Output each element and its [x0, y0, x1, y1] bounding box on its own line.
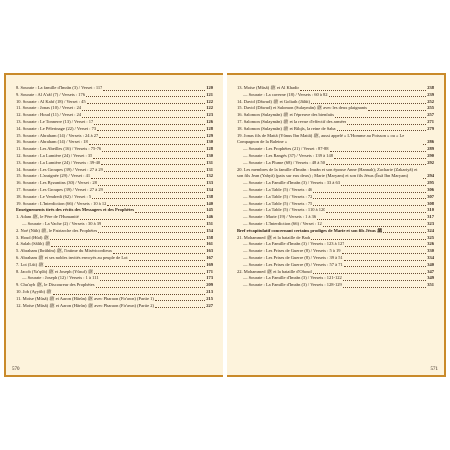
toc-entry-page: 349	[427, 275, 434, 281]
toc-entry	[16, 214, 213, 221]
toc-entry-page: 122	[206, 105, 213, 111]
dot-leader	[102, 226, 205, 227]
dot-leader	[87, 103, 206, 104]
toc-entry-title: 12. Moïse (Mûsâ) ﷺ et Aaron (Hârûn) ﷺ avec Pharaon (Fir'awn) (Partie 2)	[16, 302, 155, 308]
dot-leader	[91, 178, 205, 179]
dot-leader	[342, 253, 427, 254]
toc-entry-title: 11. Sourate : Les Abeilles (16) / Versets : 75-76	[16, 146, 102, 152]
toc-entry	[16, 99, 213, 106]
dot-leader	[98, 185, 205, 186]
dot-leader	[313, 198, 426, 199]
dot-leader	[94, 273, 205, 274]
dot-leader	[326, 164, 426, 165]
toc-entry	[16, 173, 213, 180]
toc-entry	[16, 105, 213, 112]
toc-entry-page: 308	[427, 200, 434, 206]
toc-entry-title: — Sourate : La Table (5) / Versets : 72	[243, 193, 313, 199]
toc-entry-page: 131	[206, 159, 213, 165]
toc-entry	[16, 235, 213, 242]
toc-entry	[16, 160, 213, 167]
toc-entry-page: 215	[206, 295, 213, 301]
book-spread	[4, 73, 446, 377]
toc-entry	[237, 160, 434, 167]
toc-entry-title: 19. Sourate : L'Interdiction (66) / Versets : 10 à 12	[16, 200, 107, 206]
dot-leader	[53, 294, 206, 295]
toc-entry	[16, 289, 213, 296]
dot-leader	[129, 260, 206, 261]
toc-entry-page: 340	[427, 261, 434, 267]
toc-entry-title: 22. Mohammed ﷺ et la bataille d'Ohoud	[237, 268, 312, 274]
toc-entry-page: 130	[206, 139, 213, 145]
toc-entry	[237, 235, 434, 242]
toc-entry-page: 163	[206, 248, 213, 254]
dot-leader	[345, 246, 426, 247]
toc-entry-page: 323	[427, 220, 434, 226]
toc-entry-page: 161	[206, 241, 213, 247]
dot-leader	[86, 96, 205, 97]
toc-entry-page: 132	[206, 173, 213, 179]
toc-entry-title: 14. Sourate : Le Pèlerinage (22) / Verset : 73	[16, 125, 97, 131]
dot-leader	[313, 205, 426, 206]
toc-entry	[16, 194, 213, 201]
toc-entry-page: 334	[427, 254, 434, 260]
toc-entry-page: 213	[206, 288, 213, 294]
dot-leader	[107, 205, 205, 206]
toc-entry	[16, 187, 213, 194]
toc-entry-title: 10. Job (Ayyûb) ﷺ	[16, 288, 52, 294]
toc-entry	[16, 248, 213, 255]
toc-entry	[237, 269, 434, 276]
toc-entry-title: 12. Sourate : Houd (11) / Verset : 24	[16, 112, 82, 118]
toc-entry	[237, 282, 434, 289]
toc-entry-page: 257	[427, 112, 434, 118]
toc-entry-page: 290	[427, 152, 434, 158]
toc-entry-title: 7. Lot (Lût) ﷺ	[16, 261, 44, 267]
dot-leader	[368, 110, 426, 111]
toc-entry	[16, 146, 213, 153]
toc-entry	[16, 282, 213, 289]
toc-entry-title: 3. Houd (Hûd) ﷺ	[16, 234, 49, 240]
toc-entry-title: 15. Sourate : Abraham (14) / Versets : 24 à 27	[16, 132, 99, 138]
toc-entry	[237, 105, 434, 112]
toc-entry	[237, 221, 434, 228]
toc-entry-title: 14. David (Dâwud) ﷺ et Goliath (Jâlût)	[237, 98, 311, 104]
toc-entry	[16, 241, 213, 248]
dot-leader	[344, 260, 426, 261]
dot-leader	[155, 300, 205, 301]
toc-section-heading	[237, 228, 434, 235]
toc-entry-page: 134	[206, 186, 213, 192]
toc-entry	[237, 85, 434, 92]
toc-entry-title: 16. Salomon (Sulaymân) ﷺ et l'épreuve des bienfaits	[237, 112, 334, 118]
toc-entry-title: 10. Sourate : Al Kahf (18) / Verset : 45	[16, 98, 86, 104]
dot-leader	[97, 130, 205, 131]
dot-leader	[155, 307, 205, 308]
toc-entry	[16, 133, 213, 140]
toc-entry	[16, 269, 213, 276]
toc-entry-title: — Sourate : La Famille d'Imrân (3) / Versets : 128-129	[243, 282, 342, 288]
toc-entry-page: 120	[206, 85, 213, 90]
toc-entry-title: 15. David (Dâwud) et Salomon (Sulaymân) ﷺ avec les deux plaignants	[237, 105, 368, 111]
dot-leader	[82, 110, 205, 111]
toc-entry-title: — Sourate : La Table (5) / Versets : 110 à 120	[243, 207, 326, 213]
dot-leader	[98, 232, 205, 233]
toc-entry-page: 133	[206, 180, 213, 186]
toc-entry	[16, 180, 213, 187]
toc-entry-page: 122	[206, 98, 213, 104]
dot-leader	[341, 185, 426, 186]
toc-entry-title: 5. Abraham (Ibrâhîm) ﷺ, l'intime du Miséricordieux	[16, 248, 112, 254]
dot-leader	[100, 280, 206, 281]
dot-leader	[317, 219, 426, 220]
toc-entry	[16, 201, 213, 208]
toc-entry-title: 11. Sourate : Jonas (10) / Verset : 24	[16, 105, 82, 111]
toc-entry	[237, 126, 434, 133]
toc-entry-title: — Sourate : La Famille d'Imrân (3) / Versets : 33 à 63	[243, 180, 340, 186]
dot-leader	[300, 90, 426, 91]
toc-entry	[237, 112, 434, 119]
toc-entry-title: — Sourate : Les Prises de Guerre (8) / Versets : 5 à 19	[243, 248, 341, 254]
dot-leader	[135, 212, 205, 213]
dot-leader	[113, 253, 205, 254]
toc-entry-title: 4. Salah (Sâlih) ﷺ	[16, 241, 51, 247]
toc-entry-page: 292	[427, 159, 434, 165]
toc-entry-title: 9. Sourate : Al A'râf (7) / Versets : 176	[16, 91, 85, 97]
dot-leader	[82, 117, 205, 118]
toc-entry	[16, 112, 213, 119]
dot-leader	[313, 273, 427, 274]
dot-leader	[104, 171, 205, 172]
toc-entry	[237, 275, 434, 282]
toc-entry	[237, 180, 434, 187]
toc-entry	[237, 248, 434, 255]
toc-entry	[16, 296, 213, 303]
toc-entry-title: — Sourate : Joseph (12) / Versets : 1 à 111	[22, 275, 99, 281]
dot-leader	[423, 144, 426, 145]
toc-entry-page: 289	[427, 146, 434, 152]
toc-entry	[16, 153, 213, 160]
toc-entry-page: 252	[427, 98, 434, 104]
toc-entry-title: 13. Sourate : Le Tonnerre (13) / Verset : 17	[16, 118, 94, 124]
toc-entry-title: — Sourate : La Table (5) / Versets : 75	[243, 200, 313, 206]
toc-entry-title: — Sourate : La Plume (68) / Versets : 48 à 50	[243, 159, 326, 165]
dot-leader	[101, 164, 205, 165]
toc-entry-page: 324	[427, 227, 434, 233]
toc-entry-page: 154	[206, 227, 213, 233]
toc-entry-title: 13. Moïse (Mûsâ) ﷺ et Al Khadir	[237, 85, 300, 90]
toc-entry-page: 129	[206, 132, 213, 138]
toc-entry-page: 286	[427, 139, 434, 145]
toc-entry-page: 128	[206, 146, 213, 152]
toc-section-heading	[16, 207, 213, 214]
toc-entry-page: 317	[427, 214, 434, 220]
toc-entry-title: — Sourate : Marie (19) / Versets : 1 à 36	[243, 214, 317, 220]
toc-entry-title: 8. Sourate : La famille d'Imrân (3) / Verset : 117	[16, 85, 103, 90]
dot-leader	[343, 287, 427, 288]
dot-leader	[93, 158, 205, 159]
toc-entry-page: 167	[206, 254, 213, 260]
toc-entry-page: 306	[427, 186, 434, 192]
toc-entry-page: 131	[206, 166, 213, 172]
toc-entry-page: 138	[206, 193, 213, 199]
toc-entry-page: 310	[427, 207, 434, 213]
toc-entry-title: Bref récapitulatif concernant certains prodiges de Marie et son fils Jésus ﷺ	[237, 227, 383, 233]
toc-entry	[16, 303, 213, 310]
dot-leader	[313, 192, 426, 193]
dot-leader	[50, 239, 205, 240]
toc-entry-page: 123	[206, 112, 213, 118]
toc-entry-page: 126	[206, 118, 213, 124]
dot-leader	[92, 198, 205, 199]
toc-entry-page: 169	[206, 261, 213, 267]
toc-entry-page: 151	[206, 220, 213, 226]
toc-entry-page: 347	[427, 268, 434, 274]
toc-entry-page: 171	[206, 268, 213, 274]
toc-entry-title: — Sourate : L'Interdiction (66) / Verset : 12	[243, 220, 322, 226]
toc-entry-page: 295	[427, 180, 434, 186]
toc-entry-page: 145	[206, 207, 213, 213]
right-toc-list	[237, 85, 434, 289]
toc-entry-page: 173	[206, 275, 213, 281]
toc-entry	[16, 139, 213, 146]
toc-entry-title: — Sourate : Les Rangés (37) / Versets : 139 à 148	[243, 152, 334, 158]
toc-entry-title: 13. Sourate : La Lumière (24) / Versets : 39-40	[16, 159, 101, 165]
toc-entry-page: 271	[427, 118, 434, 124]
toc-entry-title: 1. Adam ﷺ, le Père de l'Humanité	[16, 214, 79, 220]
toc-entry-title: 18. Salomon (Sulaymân) ﷺ et Bilqîs, la reine de Saba	[237, 125, 336, 131]
left-page	[4, 73, 223, 377]
toc-entry	[237, 201, 434, 208]
toc-entry	[16, 221, 213, 228]
toc-entry-title: 14. Sourate : Les Groupes (39) / Verset : 27 à 29	[16, 166, 103, 172]
dot-leader	[337, 130, 427, 131]
toc-entry-page: 121	[206, 91, 213, 97]
toc-entry-title: — Sourate : La caverne (18) / Versets : 60 à 82	[243, 91, 328, 97]
dot-leader	[343, 280, 427, 281]
dot-leader	[323, 226, 427, 227]
toc-entry-page: 325	[427, 234, 434, 240]
dot-leader	[334, 158, 426, 159]
dot-leader	[311, 103, 426, 104]
dot-leader	[326, 212, 426, 213]
toc-entry-page: 326	[427, 241, 434, 247]
toc-entry	[237, 187, 434, 194]
toc-entry-title: — Sourate : La Famille d'Imrân (3) / Versets : 121-122	[243, 275, 342, 281]
toc-entry-title: — Sourate : Les Prophètes (21) / Verset : 87-88	[243, 146, 329, 152]
toc-entry	[237, 255, 434, 262]
toc-entry-title: — Sourate : Les Prises de Guerre (8) / Versets : 57 à 71	[243, 261, 343, 267]
toc-entry-page: 140	[206, 200, 213, 206]
toc-entry-title: 16. Sourate : Abraham (14) / Verset : 18	[16, 139, 88, 145]
toc-entry-title: 17. Salomon (Sulaymân) ﷺ et la revue d'effectif des armées	[237, 118, 347, 124]
toc-entry-title: — Sourate : La Famille d'Imrân (3) / Versets : 123 à 127	[243, 241, 345, 247]
dot-leader	[104, 192, 205, 193]
toc-entry	[237, 214, 434, 221]
toc-entry	[16, 255, 213, 262]
toc-entry	[16, 275, 213, 282]
dot-leader	[51, 246, 205, 247]
toc-entry	[237, 262, 434, 269]
toc-entry-title: Enseignements tirés des récits des Messagers et des Prophètes	[16, 207, 135, 213]
toc-entry	[16, 228, 213, 235]
dot-leader	[45, 266, 206, 267]
toc-entry-page: 279	[427, 125, 434, 131]
toc-entry	[16, 119, 213, 126]
dot-leader	[96, 287, 206, 288]
toc-entry-title: 20. Les membres de la famille d'Imrân : Imrân et son épouse Anne (Hannah); Zacharie (Zakariyâ) et son fils Jean (Yahyâ) (paix sur eux deux) ; Marie (Maryam) et son fils Jésus (Îssâ Ibn Maryam)	[237, 166, 418, 179]
toc-entry	[16, 262, 213, 269]
toc-entry	[237, 241, 434, 248]
toc-entry-page: 130	[206, 152, 213, 158]
left-page-number: 570	[12, 367, 20, 372]
toc-entry	[237, 133, 434, 147]
toc-entry-title: 12. Sourate : La Lumière (24) / Verset : 35	[16, 152, 93, 158]
toc-entry-page: 307	[427, 193, 434, 199]
dot-leader	[99, 137, 205, 138]
toc-entry-title: 11. Moïse (Mûsâ) ﷺ et Aaron (Hârûn) ﷺ avec Pharaon (Fir'awn) (Partie 1)	[16, 295, 154, 301]
right-page	[227, 73, 446, 377]
toc-entry-page: 351	[427, 282, 434, 288]
toc-entry-title: 16. Sourate : Les Byzantins (30) / Verset : 28	[16, 180, 97, 186]
toc-entry	[237, 207, 434, 214]
toc-entry-title: 2. Noé (Nûh) ﷺ, le Patriarche des Prophètes	[16, 227, 98, 233]
toc-entry-title: 17. Sourate : Les Groupes (39) / Verset : 27 à 29	[16, 186, 103, 192]
dot-leader	[103, 90, 205, 91]
dot-leader	[311, 239, 426, 240]
dot-leader	[347, 124, 426, 125]
toc-entry	[237, 167, 434, 181]
toc-entry	[237, 194, 434, 201]
toc-entry-title: 6. Abraham ﷺ et ses nobles invités envoyés au peuple de Lot	[16, 254, 128, 260]
toc-entry	[16, 167, 213, 174]
toc-entry	[16, 92, 213, 99]
toc-entry	[237, 119, 434, 126]
toc-entry-title: 15. Sourate : L'araignée (29) / Verset : 41	[16, 173, 91, 179]
toc-entry-title: 8. Jacob (Ya'qûb) ﷺ et Joseph (Yûsuf) ﷺ	[16, 268, 94, 274]
toc-entry-page: 128	[206, 125, 213, 131]
dot-leader	[423, 178, 426, 179]
toc-entry-page: 330	[427, 248, 434, 254]
toc-entry-title: 9. Chu'ayb ﷺ, le Discoureur des Prophètes	[16, 282, 95, 288]
toc-entry-page: 239	[427, 91, 434, 97]
dot-leader	[330, 151, 427, 152]
toc-entry-title: 18. Sourate : Le Vendredi (62) / Verset : 5	[16, 193, 92, 199]
toc-entry-title: 19. Jonas fils de Mattâ (Yûnus Ibn Mattâ) ﷺ, aussi appelé « L'Homme au Poisson » ou « Le Compagnon de la Baleine »	[237, 132, 405, 145]
toc-entry-title: — Sourate : La Vache (2) / Versets : 30 à 39	[22, 220, 102, 226]
toc-entry	[237, 153, 434, 160]
dot-leader	[80, 219, 206, 220]
dot-leader	[94, 124, 205, 125]
dot-leader	[383, 232, 426, 233]
right-page-number: 571	[430, 367, 438, 372]
toc-entry-page: 255	[427, 105, 434, 111]
toc-entry-title: — Sourate : Les Prises de Guerre (8) / Versets : 39 à 51	[243, 254, 343, 260]
toc-entry-title: 21. Mohammed ﷺ et la bataille de Badr	[237, 234, 311, 240]
toc-entry-page: 146	[206, 214, 213, 220]
toc-entry	[16, 126, 213, 133]
toc-entry-page: 294	[427, 173, 434, 179]
dot-leader	[329, 96, 427, 97]
dot-leader	[335, 117, 426, 118]
toc-entry-title: — Sourate : La Table (5) / Versets : 46	[243, 186, 313, 192]
toc-entry-page: 227	[206, 302, 213, 308]
toc-entry-page: 238	[427, 85, 434, 90]
toc-entry-page: 158	[206, 234, 213, 240]
dot-leader	[344, 266, 426, 267]
left-toc-list	[16, 85, 213, 309]
toc-entry	[16, 85, 213, 92]
toc-entry	[237, 99, 434, 106]
toc-entry	[237, 92, 434, 99]
dot-leader	[89, 144, 205, 145]
toc-entry	[237, 146, 434, 153]
toc-entry-page: 209	[206, 282, 213, 288]
dot-leader	[102, 151, 205, 152]
